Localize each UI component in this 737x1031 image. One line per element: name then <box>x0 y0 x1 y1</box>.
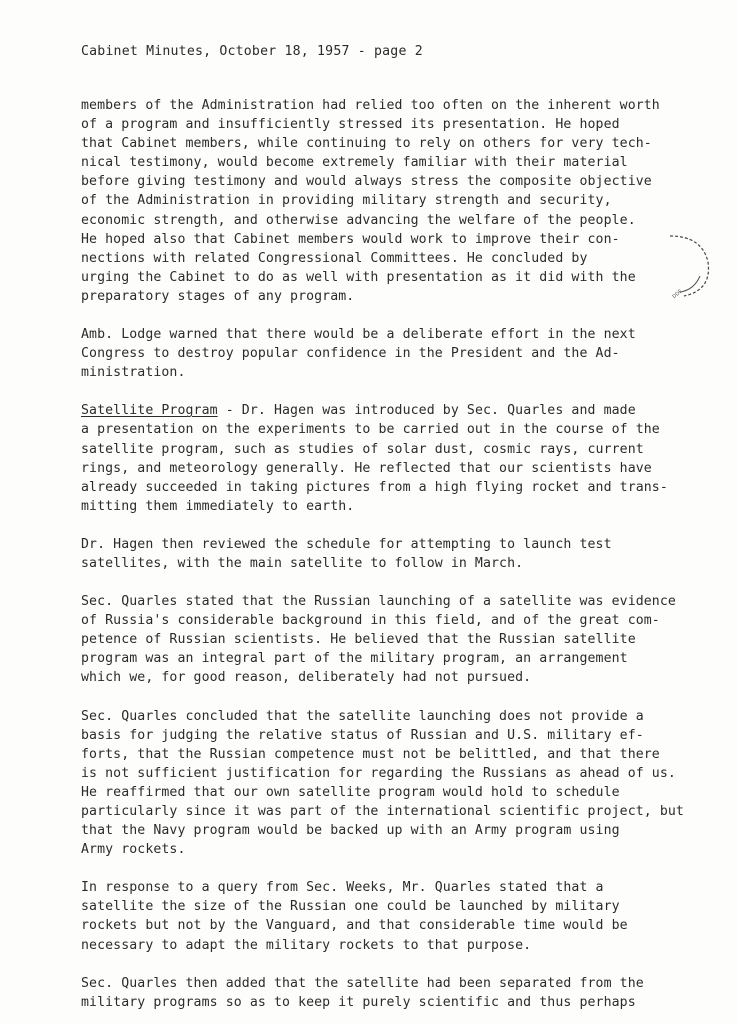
paragraph-line: In response to a query from Sec. Weeks, Mr. Quarles stated that a <box>81 880 604 896</box>
paragraph-line: a presentation on the experiments to be carried out in the course of the <box>81 422 660 438</box>
paragraph <box>81 878 701 954</box>
paragraph-line: mitting them immediately to earth. <box>81 498 355 514</box>
paragraph-line: satellites, with the main satellite to follow in March. <box>81 555 524 571</box>
paragraph-line: Sec. Quarles stated that the Russian launching of a satellite was evidence <box>81 594 676 610</box>
library-stamp-icon <box>650 232 712 300</box>
paragraph <box>81 325 701 382</box>
paragraph-line: satellite the size of the Russian one could be launched by military <box>81 899 620 915</box>
paragraph-line: which we, for good reason, deliberately had not pursued. <box>81 670 532 686</box>
paragraph-line: particularly since it was part of the international scientific project, but <box>81 804 684 819</box>
paragraph-line: military programs so as to keep it purely scientific and thus perhaps <box>81 994 636 1010</box>
paragraph-line: rockets but not by the Vanguard, and that considerable time would be <box>81 918 628 934</box>
paragraph-line: ministration. <box>81 365 186 381</box>
paragraph-line: that Cabinet members, while continuing to rely on others for very tech- <box>81 136 652 152</box>
paragraph-line: of a program and insufficiently stressed its presentation. He hoped <box>81 117 620 133</box>
paragraph-line: economic strength, and otherwise advancing the welfare of the people. <box>81 212 636 228</box>
paragraph-line: program was an integral part of the military program, an arrangement <box>81 651 628 667</box>
paragraph-line: Congress to destroy popular confidence in the President and the Ad- <box>81 346 620 362</box>
paragraph-line: Dr. Hagen then reviewed the schedule for attempting to launch test <box>81 536 612 552</box>
paragraph-line: already succeeded in taking pictures from a high flying rocket and trans- <box>81 479 668 495</box>
paragraph-line: satellite program, such as studies of solar dust, cosmic rays, current <box>81 441 644 457</box>
paragraph-line: Sec. Quarles concluded that the satellite launching does not provide a <box>81 708 644 724</box>
document-body <box>81 96 701 1031</box>
paragraph <box>81 401 701 516</box>
heading-trailing-text: - Dr. Hagen was introduced by Sec. Quarles and made <box>217 403 636 419</box>
paragraph <box>81 707 701 860</box>
paragraph-line: He hoped also that Cabinet members would work to improve their con- <box>81 231 620 247</box>
paragraph-line: is not sufficient justification for regarding the Russians as ahead of us. <box>81 765 676 781</box>
paragraph <box>81 974 701 1012</box>
paragraph-line: Sec. Quarles then added that the satellite had been separated from the <box>81 975 644 991</box>
paragraph-line: before giving testimony and would always stress the composite objective <box>81 174 652 190</box>
paragraph <box>81 592 701 687</box>
svg-text:DDE: DDE <box>671 288 684 300</box>
paragraph <box>81 96 701 306</box>
paragraph-line <box>81 401 701 420</box>
paragraph-line: of the Administration in providing military strength and security, <box>81 193 612 209</box>
paragraph-line: necessary to adapt the military rockets to that purpose. <box>81 937 532 953</box>
paragraph-line: preparatory stages of any program. <box>81 288 355 304</box>
paragraph-line: Army rockets. <box>81 842 186 858</box>
paragraph-line: He reaffirmed that our own satellite program would hold to schedule <box>81 784 620 800</box>
paragraph-line: petence of Russian scientists. He believed that the Russian satellite <box>81 632 636 648</box>
paragraph-line: Amb. Lodge warned that there would be a deliberate effort in the next <box>81 327 636 343</box>
paragraph-line: of Russia's considerable background in this field, and of the great com- <box>81 613 660 629</box>
paragraph-line: basis for judging the relative status of Russian and U.S. military ef- <box>81 727 644 743</box>
paragraph-line: nical testimony, would become extremely familiar with their material <box>81 155 628 171</box>
paragraph <box>81 535 701 573</box>
paragraph-line: rings, and meteorology generally. He reflected that our scientists have <box>81 460 652 476</box>
page-header: Cabinet Minutes, October 18, 1957 - page 2 <box>81 44 423 59</box>
paragraph-line: that the Navy program would be backed up with an Army program using <box>81 823 620 839</box>
paragraph-line: nections with related Congressional Committees. He concluded by <box>81 250 588 266</box>
section-heading: Satellite Program <box>81 403 218 419</box>
paragraph-line: members of the Administration had relied too often on the inherent worth <box>81 98 660 113</box>
paragraph-line: forts, that the Russian competence must not be belittled, and that there <box>81 746 660 762</box>
paragraph-line: urging the Cabinet to do as well with presentation as it did with the <box>81 269 636 285</box>
